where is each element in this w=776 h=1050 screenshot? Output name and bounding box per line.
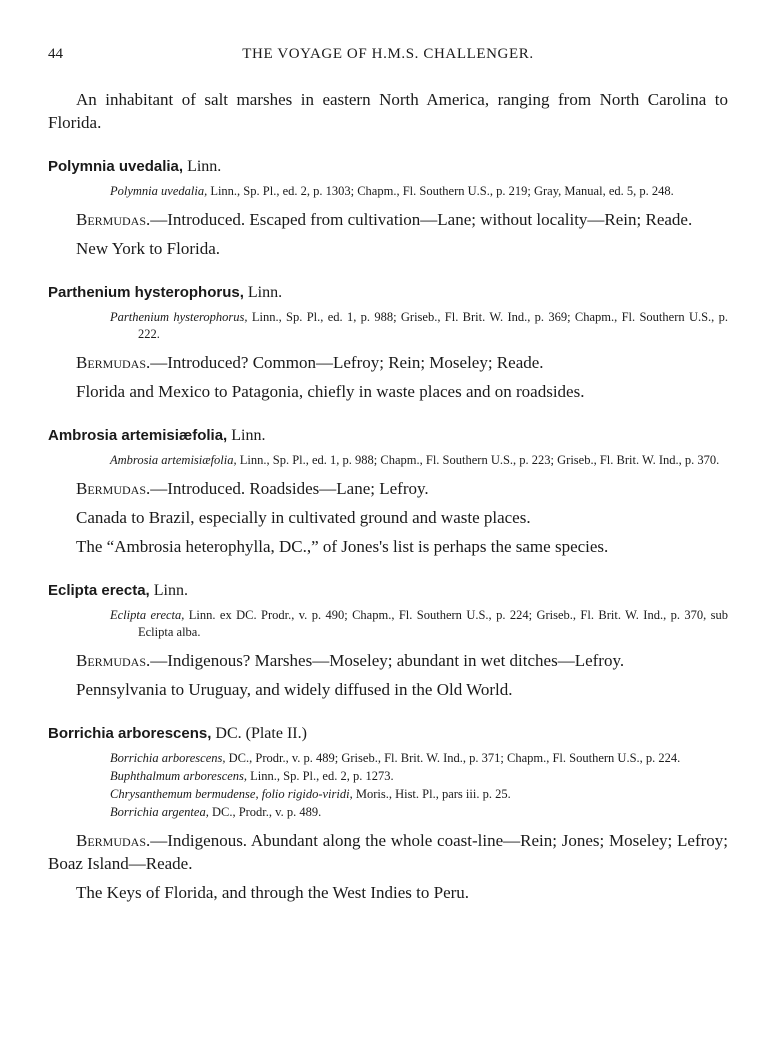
bermudas-record bbox=[48, 829, 728, 875]
distribution-note: Canada to Brazil, especially in cultivated ground and waste places. bbox=[76, 508, 531, 527]
species-entry bbox=[48, 425, 728, 558]
species-entry bbox=[48, 156, 728, 260]
reference-citation: Linn., Sp. Pl., ed. 2, p. 1303; Chapm., Fl. Southern U.S., p. 219; Gray, Manual, ed. 5, p. 248. bbox=[207, 184, 674, 198]
locality-label: Bermudas. bbox=[76, 353, 151, 372]
species-title bbox=[48, 723, 728, 745]
species-authority: Linn. bbox=[247, 284, 283, 301]
synonym-reference bbox=[48, 607, 728, 641]
reference-taxon: Borrichia argentea, bbox=[110, 805, 209, 819]
species-authority: Linn. bbox=[187, 158, 222, 175]
reference-taxon: Polymnia uvedalia, bbox=[110, 184, 208, 198]
species-title bbox=[48, 156, 728, 178]
locality-notes: —Introduced. Roadsides—Lane; Lefroy. bbox=[150, 479, 429, 498]
synonym-reference bbox=[48, 804, 728, 821]
locality-label: Bermudas. bbox=[76, 651, 151, 670]
reference-taxon: Eclipta erecta, bbox=[110, 608, 185, 622]
distribution-note: Pennsylvania to Uruguay, and widely diffused in the Old World. bbox=[76, 680, 513, 699]
distribution-note: The Keys of Florida, and through the West Indies to Peru. bbox=[76, 883, 470, 902]
species-title bbox=[48, 580, 728, 602]
synonym-reference bbox=[48, 183, 728, 200]
locality-label: Bermudas. bbox=[76, 479, 151, 498]
bermudas-record bbox=[48, 477, 728, 500]
species-name: Borrichia arborescens, bbox=[48, 725, 212, 742]
reference-citation: Linn., Sp. Pl., ed. 1, p. 988; Chapm., Fl. Southern U.S., p. 223; Griseb., Fl. Brit. W. Ind., p. 370. bbox=[236, 453, 720, 467]
synonym-reference bbox=[48, 750, 728, 767]
reference-taxon: Ambrosia artemisiæfolia, bbox=[110, 453, 237, 467]
distribution-note: The “Ambrosia heterophylla, DC.,” of Jones's list is perhaps the same species. bbox=[76, 537, 609, 556]
synonym-reference bbox=[48, 786, 728, 803]
reference-citation: DC., Prodr., v. p. 489. bbox=[208, 805, 322, 819]
species-list bbox=[48, 156, 728, 904]
page-body bbox=[48, 88, 728, 926]
species-authority: DC. (Plate II.) bbox=[215, 725, 307, 742]
distribution-note: Florida and Mexico to Patagonia, chiefly in waste places and on roadsides. bbox=[76, 382, 585, 401]
synonym-reference bbox=[48, 452, 728, 469]
reference-citation: DC., Prodr., v. p. 489; Griseb., Fl. Brit. W. Ind., p. 371; Chapm., Fl. Southern U.S., p. 224. bbox=[225, 751, 681, 765]
species-name: Parthenium hysterophorus, bbox=[48, 284, 244, 301]
page-number: 44 bbox=[48, 46, 63, 62]
species-entry bbox=[48, 723, 728, 904]
bermudas-record bbox=[48, 351, 728, 374]
species-name: Polymnia uvedalia, bbox=[48, 158, 184, 175]
bermudas-record bbox=[48, 208, 728, 231]
running-title: THE VOYAGE OF H.M.S. CHALLENGER. bbox=[242, 46, 534, 62]
reference-citation: Linn., Sp. Pl., ed. 2, p. 1273. bbox=[247, 769, 394, 783]
reference-taxon: Buphthalmum arborescens, bbox=[110, 769, 248, 783]
reference-taxon: Borrichia arborescens, bbox=[110, 751, 226, 765]
species-authority: Linn. bbox=[153, 582, 188, 599]
distribution-note: New York to Florida. bbox=[76, 239, 221, 258]
reference-taxon: Parthenium hysterophorus, bbox=[110, 310, 248, 324]
species-title bbox=[48, 425, 728, 447]
species-name: Ambrosia artemisiæfolia, bbox=[48, 427, 228, 444]
species-entry bbox=[48, 282, 728, 403]
reference-citation: Linn. ex DC. Prodr., v. p. 490; Chapm., Fl. Southern U.S., p. 224; Griseb., Fl. Brit. W. Ind., p. 370, sub Eclipta alba. bbox=[138, 608, 729, 639]
species-entry bbox=[48, 580, 728, 701]
synonym-reference bbox=[48, 768, 728, 785]
species-authority: Linn. bbox=[231, 427, 266, 444]
locality-notes: —Introduced. Escaped from cultivation—Lane; without locality—Rein; Reade. bbox=[150, 210, 693, 229]
locality-notes: —Indigenous. Abundant along the whole coast-line—Rein; Jones; Moseley; Lefroy; Boaz Island—Reade. bbox=[48, 831, 728, 873]
reference-citation: Linn., Sp. Pl., ed. 1, p. 988; Griseb., Fl. Brit. W. Ind., p. 369; Chapm., Fl. Southern U.S., p. 222. bbox=[138, 310, 728, 341]
locality-label: Bermudas. bbox=[76, 831, 151, 850]
locality-notes: —Introduced? Common—Lefroy; Rein; Moseley; Reade. bbox=[150, 353, 544, 372]
running-header bbox=[48, 46, 728, 68]
synonym-reference bbox=[48, 309, 728, 343]
intro-paragraph: An inhabitant of salt marshes in eastern North America, ranging from North Carolina to Florida. bbox=[48, 90, 728, 132]
reference-taxon: Chrysanthemum bermudense, folio rigido-viridi, bbox=[110, 787, 353, 801]
bermudas-record bbox=[48, 649, 728, 672]
species-name: Eclipta erecta, bbox=[48, 582, 150, 599]
species-title bbox=[48, 282, 728, 304]
locality-notes: —Indigenous? Marshes—Moseley; abundant in wet ditches—Lefroy. bbox=[150, 651, 625, 670]
reference-citation: Moris., Hist. Pl., pars iii. p. 25. bbox=[352, 787, 511, 801]
locality-label: Bermudas. bbox=[76, 210, 151, 229]
